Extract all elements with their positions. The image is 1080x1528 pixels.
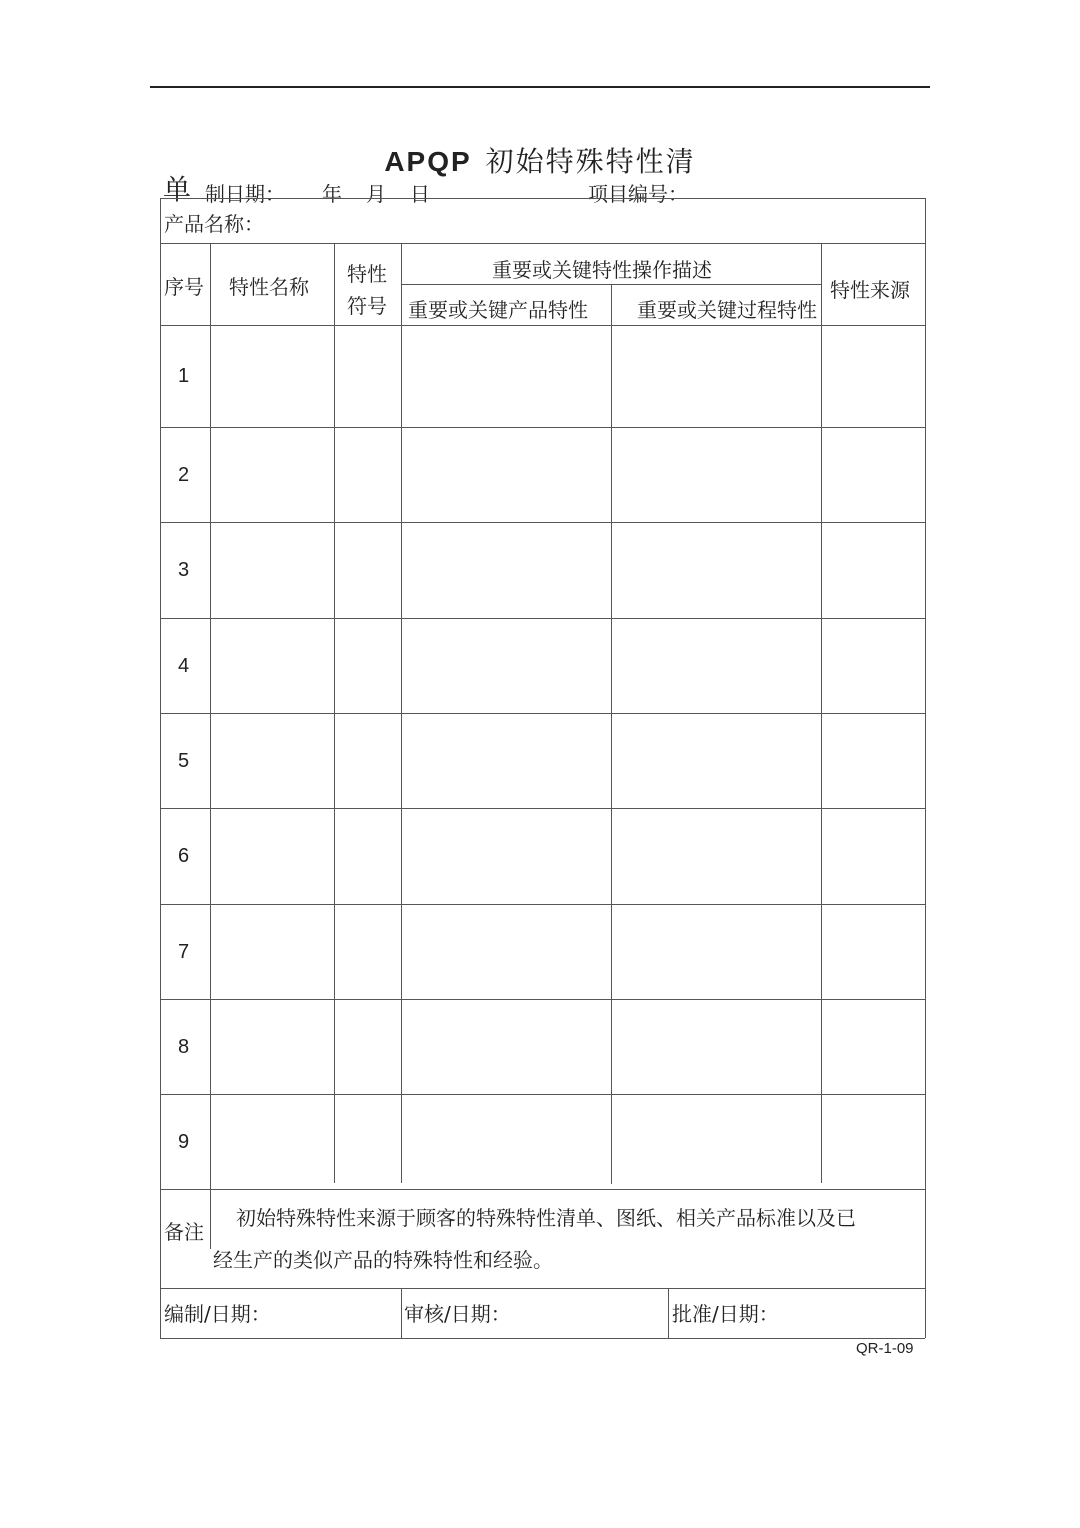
table-right-border: [925, 198, 926, 1338]
row-seq-number: 3: [178, 559, 190, 581]
header-product-char: 重要或关键产品特性: [408, 298, 588, 322]
remarks-label: 备注: [164, 1220, 204, 1244]
table-bottom-border: [160, 1338, 925, 1339]
table-row-divider: [160, 904, 925, 905]
prepared-by-label: 编制/日期：: [164, 1302, 271, 1326]
remarks-top-border: [160, 1189, 925, 1190]
header-process-char: 重要或关键过程特性: [637, 298, 817, 322]
col-divider: [210, 243, 211, 1189]
row-seq-number: 4: [178, 654, 190, 677]
table-row-divider: [160, 618, 925, 619]
signature-divider: [668, 1288, 669, 1338]
table-row-divider: [160, 713, 925, 714]
form-code: QR-1-09: [856, 1340, 914, 1357]
approved-by-label: 批准/日期：: [672, 1302, 779, 1326]
row-seq-number: 2: [178, 463, 190, 486]
header-rule: [150, 86, 930, 88]
title-prefix: APQP: [384, 146, 472, 177]
signature-top-border: [160, 1288, 925, 1289]
table-row-divider: [160, 1094, 925, 1095]
row-seq-number: 7: [178, 940, 190, 963]
page-title: [0, 140, 1080, 180]
col-divider: [611, 284, 612, 1184]
reviewed-by-label: 审核/日期：: [404, 1302, 511, 1326]
title-main: 初始特殊特性清: [485, 145, 696, 178]
table-left-border: [160, 198, 161, 1338]
row-seq-number: 5: [178, 749, 190, 772]
year-label: 年: [322, 182, 342, 206]
header-char-name: 特性名称: [229, 275, 309, 299]
header-operation-desc: 重要或关键特性操作描述: [492, 258, 712, 282]
row-seq-number: 1: [178, 365, 190, 387]
remarks-divider: [210, 1189, 211, 1249]
project-no-label: 项目编号：: [588, 182, 688, 206]
header-bottom-divider: [160, 325, 925, 326]
row-seq-number: 9: [178, 1130, 190, 1153]
date-label: 制日期：: [205, 182, 285, 206]
table-row-divider: [160, 522, 925, 523]
header-char-symbol-1: 特性: [347, 262, 387, 286]
row-seq-number: 6: [178, 845, 190, 867]
signature-divider: [401, 1288, 402, 1338]
title-wrap: 单: [163, 173, 192, 206]
header-seq: 序号: [164, 275, 204, 299]
table-row-divider: [160, 999, 925, 1000]
day-label: 日: [410, 182, 430, 206]
table-divider: [160, 243, 925, 244]
table-top-border: [160, 198, 925, 199]
row-seq-number: 8: [178, 1035, 190, 1058]
header-source: 特性来源: [830, 278, 910, 302]
header-char-symbol-2: 符号: [347, 294, 387, 318]
product-name-label: 产品名称：: [164, 212, 264, 236]
table-row-divider: [160, 808, 925, 809]
month-label: 月: [366, 182, 386, 206]
remarks-line-2: 经生产的类似产品的特殊特性和经验。: [213, 1248, 553, 1272]
remarks-line-1: 初始特殊特性来源于顾客的特殊特性清单、图纸、相关产品标准以及已: [236, 1206, 856, 1230]
table-row-divider: [160, 427, 925, 428]
